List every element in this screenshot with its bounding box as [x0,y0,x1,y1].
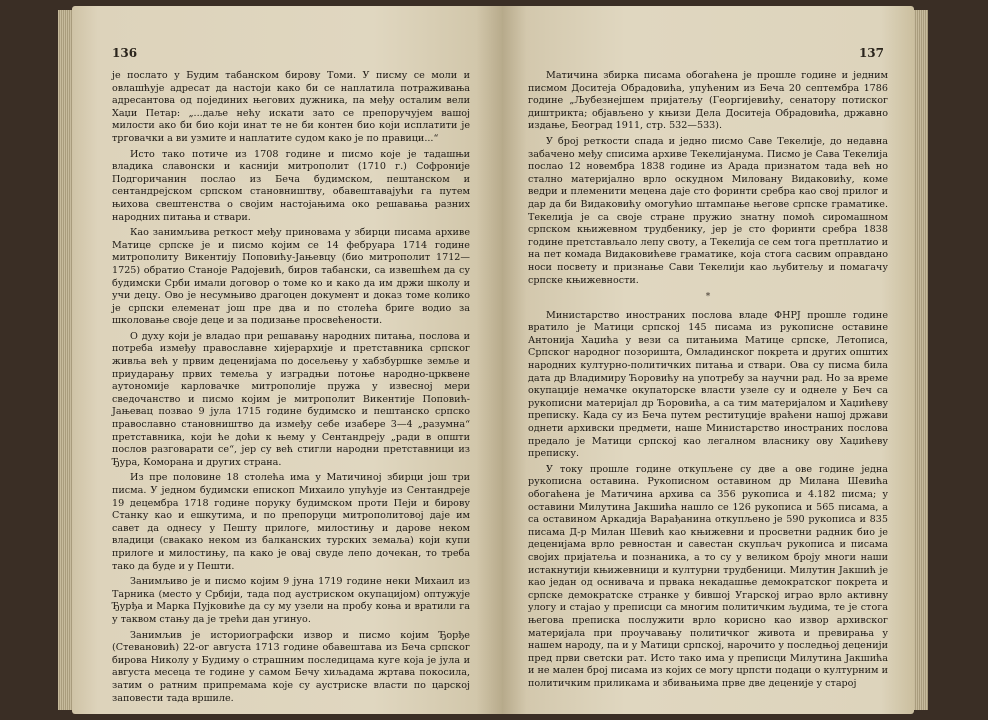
paragraph: Из пре половине 18 столећа има у Матичиној збирци још три писма. У једном будимски епископ Михаило упућује из Сентандреје 19 децембра 1718 године поруку будимском проти Пеји и бирову Станку као и ешкутима, и по препоруци митрополитовој даје им савет да однесу у Пешту прилоге, милостињу и дарове неком владици (свакако неком из балканских турских земаља) који купи прилоге и милостињу, па како је овај свуде лепо дочекан, то треба тако да буде и у Пешти. [112,472,470,572]
paragraph: Исто тако потиче из 1708 године и писмо које је тадашњи владика славонски и каснији митрополит (1710 г.) Софроније Подгоричанин послао из Беча будимском, пештанском и сентандрејском српском становништву, обавештавајући га путем њихова свештенства о својим настојањима око решавања разних народних питања и ствари. [112,148,470,223]
paragraph: је послато у Будим табанском бирову Томи. У писму се моли и овлашћује адресат да настоји како би се наплатила потраживања адресантова од појединих његових дужника, па међу осталим вели Хаџи Петар: „...даље нећу искати зато се препоручујем вашој милости ако би био који инат те не би контен био који исплатити је трговачки а ви узмите и наплатите судом како је по правици...“ [112,70,470,144]
left-page-text [112,70,470,708]
left-page-number: 136 [112,46,138,60]
right-page [502,6,914,714]
paragraph: У број реткости спада и једно писмо Саве Текелије, до недавна забачено међу списима архиве Текелијанума. Писмо је Сава Текелија послао 12 новембра 1838 године из Арада признатом тада већ но стално материјално врло оскудном Миловану Видаковићу, коме ведри и племенити мецена даје сто форинти сребра као свој прилог и дар да би Видаковићу омогућио штампање његове српске граматике. Текелија је са своје стране пружио знатну помоћ сиромашном српском књижевном трудбенику, јер је сто форинти сребра 1838 године претстављало лепу своту, а Текелија се сем тога претплатио и на пет комада Видаковићеве граматике, која стога сасвим оправдано носи посвету и признање Сави Текелији као љубитељу и помагачу српске књижевности. [528,135,888,286]
left-page [72,6,502,714]
paragraph: Као занимљива реткост међу приновама у збирци писама архиве Матице српске је и писмо којим се 14 фебруара 1714 године митрополиту Викентију Поповићу-Јањевцу (био митрополит 1712—1725) обратио Станоје Радојевић, биров табански, са извешћем да су будимски Срби имали договор о томе ко и како да им држи школу и учи децу. Ово је несумњиво драгоцен документ и доказ томе колико је српски елеменат још пре два и по столећа бриге водио за школовање своје деце и за подизање просвећености. [112,227,470,327]
paragraph: У току прошле године откупљене су две а ове године једна рукописна оставина. Рукописном оставином др Милана Шевића обогаћена је Матичина архива са 356 рукописа и 4.182 писма; у оставини Милутина Јакшића нашло се 126 рукописа и 565 писама, а са оставином Аркадија Варађанина откупљено је 590 рукописа и 835 писама Д-р Милан Шевић као књижевни и просветни радник био је деценијама врло ревностан и савестан скупљач рукописа и писама својих пријатеља и познаника, а то су у великом броју многи наши истакнутији књижевници и културни трудбеници. Милутин Јакшић је као један од оснивача и првака некадашње демократског покрета и српске демократске странке у бившој Угарској играо врло активну улогу и стајао у преписци са многим политичким људима, те је стога његова преписка послужити врло корисно као извор архивског материјала при проучавању политичког живота и превирања у нашем народу, па и у Матици српској, нарочито у последњој деценији пред први светски рат. Исто тако има у преписци Милутина Јакшића и не мален број писама из којих се могу црпсти подаци о културним и политичким приликама и збивањима прве две деценије у старој [528,463,888,689]
paragraph: Министарство иностраних послова владе ФНРЈ прошле године вратило је Матици српској 145 писама из рукописне оставине Антонија Хаџића у вези са питањима Матице српске, Летописа, Српског народног позоришта, Омладинског покрета и других општих народних културно-политичких питања и ствари. Ова су писма била дата др Владимиру Ћоровићу на употребу за научни рад. Но за време окупације немачке окупаторске власти узеле су и однеле у Беч са рукописни материјал др Ћоровића, а са тим материјалом и Хаџићеву преписку. Када су из Беча путем реституције враћени нашој држави однети архивски предмети, наше Министарство иностраних послова предало је Матици српској као легалном власнику ову Хаџићеву преписку. [528,309,888,460]
paragraph: О духу који је владао при решавању народних питања, послова и потреба између православне хијерархије и претставника српског живља већ у првим деценијама по досељењу у хабзбуршке земље и приударању првих темеља у изградњи потоње народно-црквене аутономије карловачке митрополије пружа у извесној мери сведочанство и писмо којим је митрополит Викентије Поповић-Јањевац позвао 9 јула 1715 године будимско и пештанско српско православно становништво да између себе изабере 3—4 „разумна“ претставника, који ће доћи к њему у Сентандреју „ради в општи послов разговарати се“, јер су већ стигли народни претставници из Ђура, Коморана и других страна. [112,330,470,468]
paragraph: Матичина збирка писама обогаћена је прошле године и једним писмом Доситеја Обрадовића, упућеним из Беча 20 септембра 1786 године „Љубезнејшем пријатељу (Георгијевићу, сенатору потиског диштрикта; објављено у књизи Дела Доситеја Обрадовића, државно издање, Београд 1911, стр. 532—533). [528,70,888,132]
page-edges-right [914,10,928,710]
page-edges-left [58,10,72,710]
right-page-number: 137 [858,46,884,60]
section-separator: * [705,292,711,303]
paragraph: Занимљив је историографски извор и писмо којим Ђорђе (Стевановић) 22-ог августа 1713 године обавештава из Беча српског бирова Николу у Будиму о страшним последицама куге која је јула и августа месеца те године у самом Бечу хиљадама жртава покосила, затим о ратним припремама које су аустриске власти по царској заповести тада вршиле. [112,629,470,704]
paragraph: Занимљиво је и писмо којим 9 јуна 1719 године неки Михаил из Тарника (место у Србији, тада под аустриском окупацијом) оптужује Ђурђа и Марка Пујковиће да су му узели на пробу коња и вратили га у таквом стању да је трећи дан угинуо. [112,576,470,625]
right-page-text [528,70,888,694]
